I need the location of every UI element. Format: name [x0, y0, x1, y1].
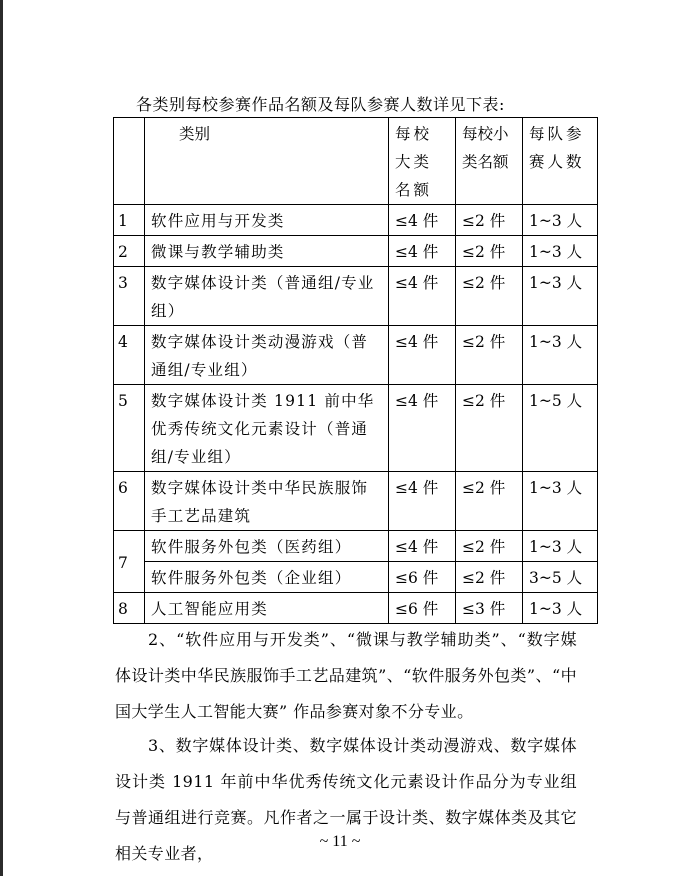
row-num: 5	[114, 385, 145, 472]
row-category: 数字媒体设计类 1911 前中华优秀传统文化元素设计（普通组/专业组）	[145, 385, 389, 472]
row-big-quota: ≤4 件	[389, 205, 456, 236]
row-team-size: 1~3 人	[523, 593, 598, 624]
row-team-size: 1~3 人	[523, 472, 598, 531]
row-small-quota: ≤2 件	[456, 236, 523, 267]
row-big-quota: ≤4 件	[389, 267, 456, 326]
paragraph-2: 2、“软件应用与开发类”、“微课与教学辅助类”、“数字媒体设计类中华民族服饰手工艺品建筑”、“软件服务外包类”、“中国大学生人工智能大赛” 作品参赛对象不分专业。	[115, 630, 577, 721]
table-caption: 各类别每校参赛作品名额及每队参赛人数详见下表:	[136, 95, 505, 114]
row-big-quota: ≤4 件	[389, 385, 456, 472]
row-small-quota: ≤2 件	[456, 385, 523, 472]
row-team-size: 1~3 人	[523, 531, 598, 562]
page-edge	[0, 0, 3, 876]
header-num	[114, 118, 145, 205]
paragraph-3: 3、数字媒体设计类、数字媒体设计类动漫游戏、数字媒体设计类 1911 年前中华优秀传统文化元素设计作品分为专业组与普通组进行竞赛。凡作者之一属于设计类、数字媒体类及其它相关专业者，	[115, 736, 577, 863]
table-row	[114, 385, 598, 472]
page-number: ~ 11 ~	[319, 833, 361, 850]
row-category: 数字媒体设计类动漫游戏（普通组/专业组）	[145, 326, 389, 385]
row-num: 6	[114, 472, 145, 531]
row-category: 软件服务外包类（企业组）	[145, 562, 389, 593]
row-category: 微课与教学辅助类	[145, 236, 389, 267]
row-small-quota: ≤3 件	[456, 593, 523, 624]
header-team-size: 每队参赛人数	[523, 118, 598, 205]
row-big-quota: ≤6 件	[389, 562, 456, 593]
row-num: 3	[114, 267, 145, 326]
row-category: 人工智能应用类	[145, 593, 389, 624]
row-small-quota: ≤2 件	[456, 205, 523, 236]
row-team-size: 1~3 人	[523, 205, 598, 236]
table-row	[114, 205, 598, 236]
row-team-size: 1~3 人	[523, 267, 598, 326]
table-header-row	[114, 118, 598, 205]
row-num: 7	[114, 531, 145, 593]
row-big-quota: ≤4 件	[389, 236, 456, 267]
row-num: 1	[114, 205, 145, 236]
row-team-size: 1~5 人	[523, 385, 598, 472]
row-big-quota: ≤4 件	[389, 472, 456, 531]
table-row	[114, 593, 598, 624]
row-category: 软件应用与开发类	[145, 205, 389, 236]
row-num: 8	[114, 593, 145, 624]
row-num: 2	[114, 236, 145, 267]
row-big-quota: ≤6 件	[389, 593, 456, 624]
row-category: 软件服务外包类（医药组）	[145, 531, 389, 562]
row-team-size: 1~3 人	[523, 236, 598, 267]
header-big-quota: 每校大类名额	[389, 118, 456, 205]
table-row	[114, 267, 598, 326]
quota-table	[113, 117, 598, 624]
row-small-quota: ≤2 件	[456, 472, 523, 531]
row-big-quota: ≤4 件	[389, 531, 456, 562]
row-small-quota: ≤2 件	[456, 531, 523, 562]
row-team-size: 1~3 人	[523, 326, 598, 385]
table-row	[114, 531, 598, 562]
row-big-quota: ≤4 件	[389, 326, 456, 385]
row-small-quota: ≤2 件	[456, 267, 523, 326]
row-category: 数字媒体设计类中华民族服饰手工艺品建筑	[145, 472, 389, 531]
row-small-quota: ≤2 件	[456, 326, 523, 385]
row-num: 4	[114, 326, 145, 385]
row-team-size: 3~5 人	[523, 562, 598, 593]
row-small-quota: ≤2 件	[456, 562, 523, 593]
header-category: 类别	[145, 118, 389, 205]
table-row	[114, 562, 598, 593]
row-category: 数字媒体设计类（普通组/专业组）	[145, 267, 389, 326]
table-row	[114, 326, 598, 385]
table-row	[114, 472, 598, 531]
table-row	[114, 236, 598, 267]
header-small-quota: 每校小类名额	[456, 118, 523, 205]
